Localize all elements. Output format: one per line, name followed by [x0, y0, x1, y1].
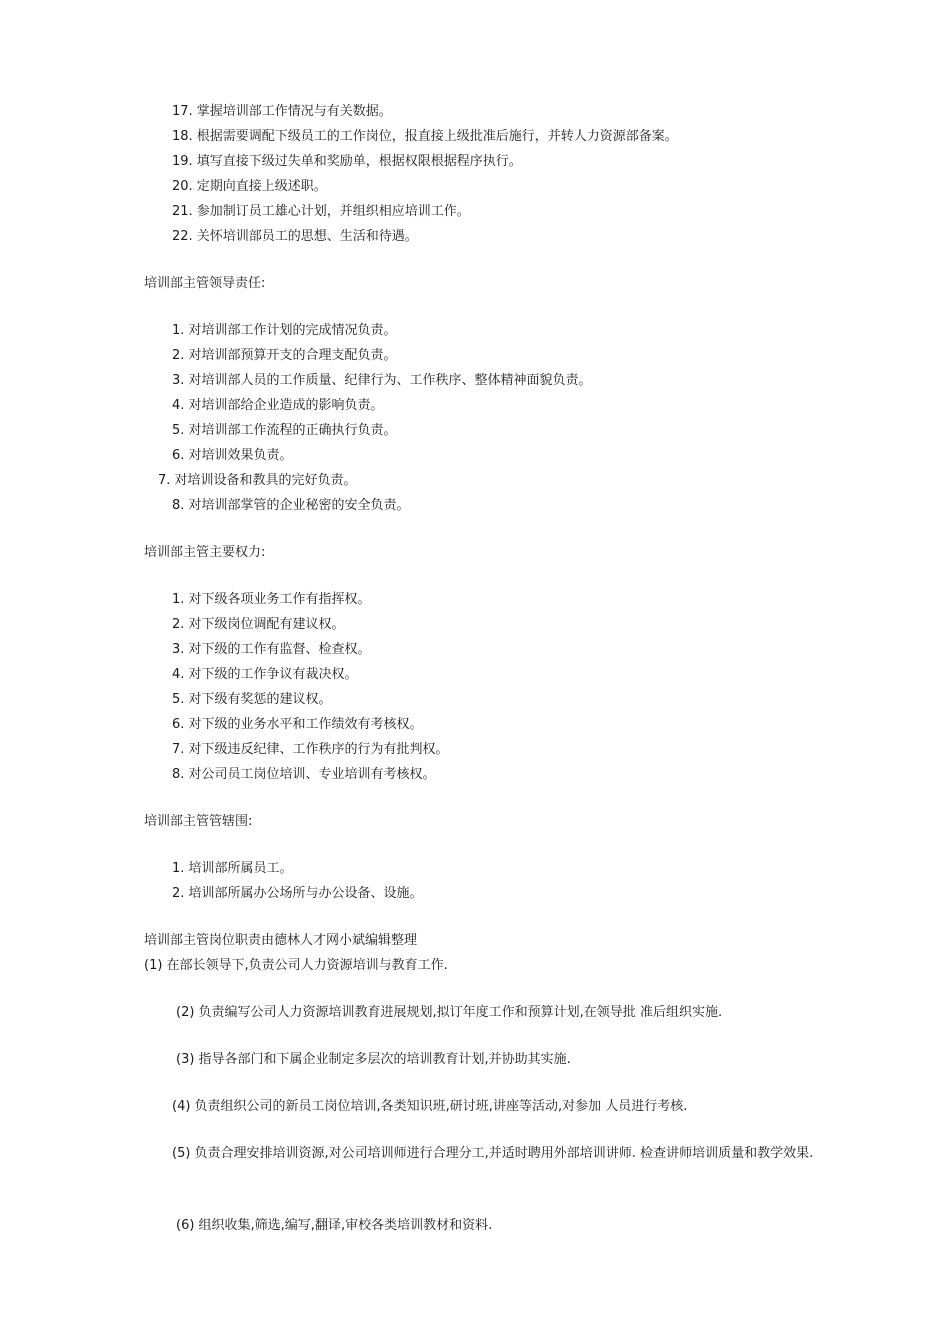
list-item: 8. 对培训部掌管的企业秘密的安全负责。 [172, 498, 410, 513]
section-heading-scope: 培训部主管管辖围: [144, 814, 253, 829]
list-item: 7. 对培训设备和教具的完好负责。 [158, 473, 357, 488]
list-item: 3. 对下级的工作有监督、检查权。 [172, 642, 371, 657]
paragraph: (6) 组织收集,筛选,编写,翻译,审校各类培训教材和资料. [176, 1218, 493, 1233]
list-item: 6. 对下级的业务水平和工作绩效有考核权。 [172, 717, 423, 732]
list-item: 20. 定期向直接上级述职。 [172, 179, 327, 194]
list-item: 22. 关怀培训部员工的思想、生活和待遇。 [172, 229, 418, 244]
section-heading-responsibility: 培训部主管领导责任: [144, 276, 266, 291]
paragraph: (2) 负责编写公司人力资源培训教育进展规划,拟订年度工作和预算计划,在领导批 准后组织实施. [176, 1005, 723, 1020]
list-item: 2. 培训部所属办公场所与办公设备、设施。 [172, 886, 423, 901]
paragraph: (3) 指导各部门和下属企业制定多层次的培训教育计划,并协助其实施. [176, 1052, 571, 1067]
list-item: 17. 掌握培训部工作情况与有关数据。 [172, 104, 392, 119]
paragraph: (5) 负责合理安排培训资源,对公司培训师进行合理分工,并适时聘用外部培训讲师. 检查讲师培训质量和教学效果. [172, 1146, 814, 1161]
list-item: 5. 对培训部工作流程的正确执行负责。 [172, 423, 397, 438]
list-item: 6. 对培训效果负责。 [172, 448, 293, 463]
list-item: 2. 对培训部预算开支的合理支配负责。 [172, 348, 397, 363]
paragraph: (1) 在部长领导下,负责公司人力资源培训与教育工作. [144, 958, 448, 973]
list-item: 21. 参加制订员工雄心计划，并组织相应培训工作。 [172, 204, 470, 219]
list-item: 4. 对下级的工作争议有裁决权。 [172, 667, 358, 682]
list-item: 18. 根据需要调配下级员工的工作岗位，报直接上级批准后施行，并转人力资源部备案。 [172, 129, 678, 144]
list-item: 4. 对培训部给企业造成的影响负责。 [172, 398, 384, 413]
list-item: 1. 对下级各项业务工作有指挥权。 [172, 592, 371, 607]
list-item: 1. 对培训部工作计划的完成情况负责。 [172, 323, 397, 338]
list-item: 1. 培训部所属员工。 [172, 861, 293, 876]
paragraph: (4) 负责组织公司的新员工岗位培训,各类知识班,研讨班,讲座等活动,对参加 人员进行考核. [172, 1099, 688, 1114]
list-item: 19. 填写直接下级过失单和奖励单，根据权限根据程序执行。 [172, 154, 522, 169]
editor-credit: 培训部主管岗位职责由德林人才网小斌编辑整理 [144, 933, 418, 948]
list-item: 7. 对下级违反纪律、工作秩序的行为有批判权。 [172, 742, 449, 757]
list-item: 8. 对公司员工岗位培训、专业培训有考核权。 [172, 767, 436, 782]
section-heading-authority: 培训部主管主要权力: [144, 545, 266, 560]
list-item: 5. 对下级有奖惩的建议权。 [172, 692, 332, 707]
list-item: 3. 对培训部人员的工作质量、纪律行为、工作秩序、整体精神面貌负责。 [172, 373, 592, 388]
list-item: 2. 对下级岗位调配有建议权。 [172, 617, 345, 632]
